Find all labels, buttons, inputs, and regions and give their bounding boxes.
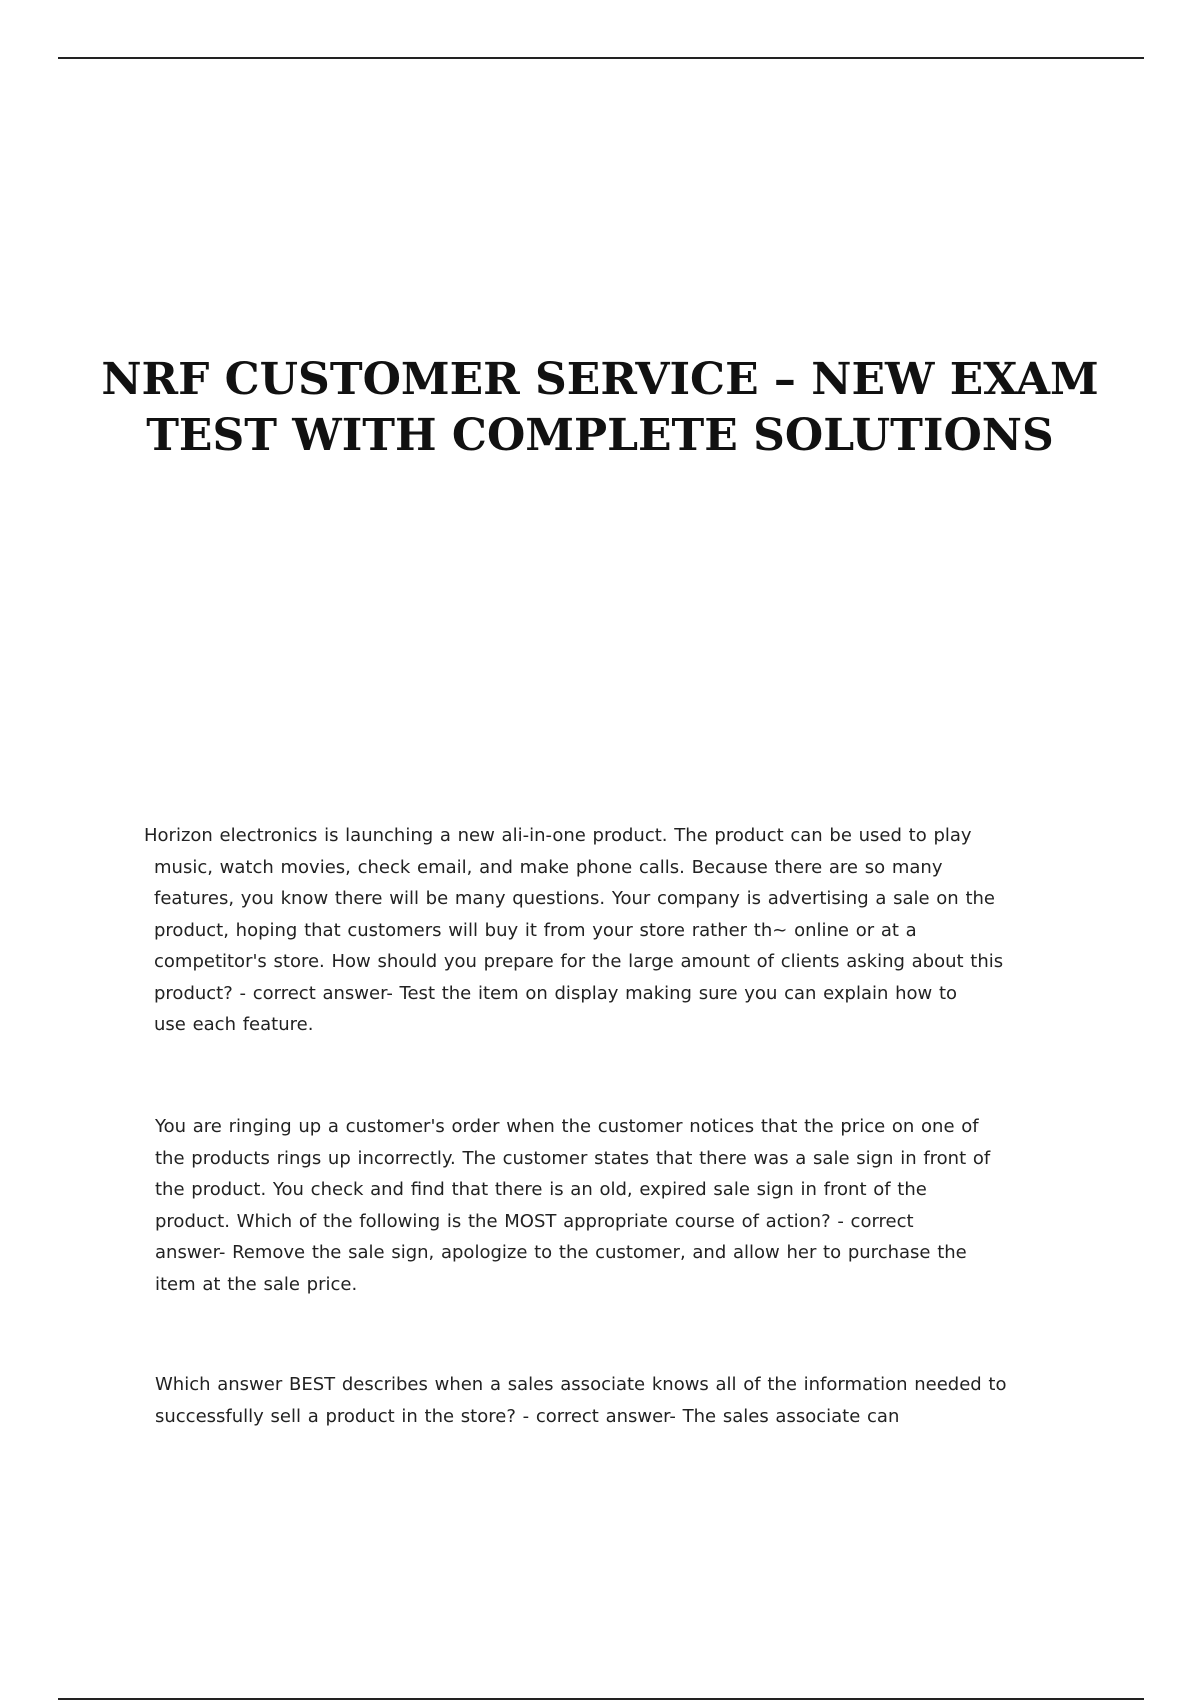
document-title	[100, 352, 1100, 464]
question-block-1	[144, 820, 1088, 1041]
title-line: NRF CUSTOMER SERVICE – NEW EXAM	[101, 354, 1099, 405]
text-line: answer- Remove the sale sign, apologize to the customer, and allow her to purchase the	[155, 1242, 967, 1263]
text-line: features, you know there will be many questions. Your company is advertising a sale on the	[154, 888, 995, 909]
text-line: Horizon electronics is launching a new ali-in-one product. The product can be used to play	[144, 825, 972, 846]
text-line: Which answer BEST describes when a sales associate knows all of the information needed to	[155, 1374, 1007, 1395]
text-line: product. Which of the following is the MOST appropriate course of action? - correct	[155, 1210, 914, 1232]
title-line: TEST WITH COMPLETE SOLUTIONS	[146, 410, 1054, 461]
text-line: competitor's store. How should you prepare for the large amount of clients asking about this	[154, 951, 1004, 972]
text-line: use each feature.	[154, 1014, 314, 1035]
text-line: the product. You check and find that there is an old, expired sale sign in front of the	[155, 1179, 927, 1200]
top-rule	[58, 57, 1144, 59]
text-line: music, watch movies, check email, and make phone calls. Because there are so many	[154, 856, 943, 878]
text-line: You are ringing up a customer's order when the customer notices that the price on one of	[155, 1116, 979, 1137]
text-line: successfully sell a product in the store? - correct answer- The sales associate can	[155, 1405, 900, 1427]
text-line: product, hoping that customers will buy it from your store rather th~ online or at a	[154, 919, 917, 941]
text-line: product? - correct answer- Test the item on display making sure you can explain how to	[154, 982, 958, 1004]
text-line: the products rings up incorrectly. The customer states that there was a sale sign in front of	[155, 1147, 991, 1169]
text-line: item at the sale price.	[155, 1273, 358, 1295]
question-block-2	[155, 1111, 1087, 1300]
question-block-3	[155, 1369, 1087, 1432]
